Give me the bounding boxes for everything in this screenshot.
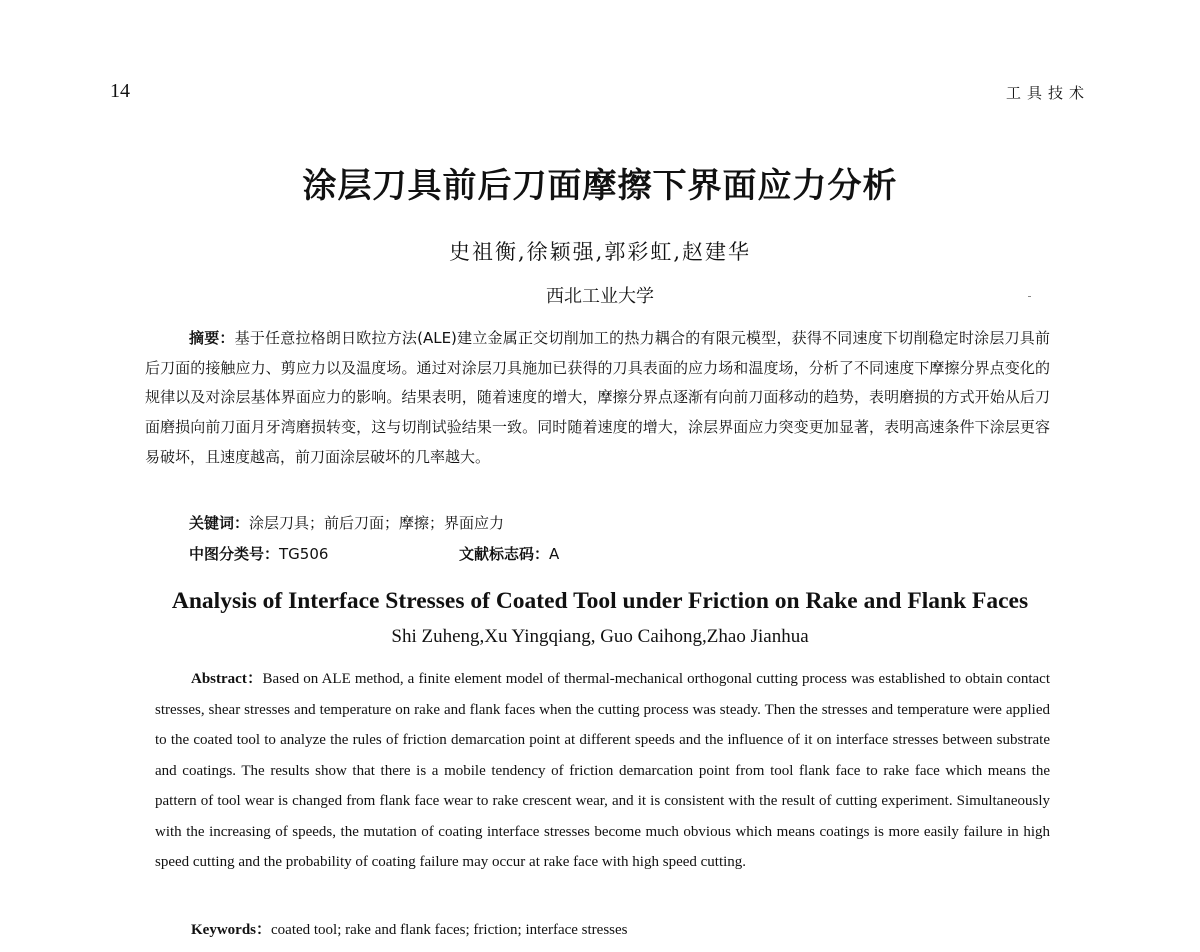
document-code <box>459 543 559 564</box>
clc-code <box>189 545 328 563</box>
keywords-cn-text: 涂层刀具；前后刀面；摩擦；界面应力 <box>249 514 505 532</box>
abstract-en-text: Based on ALE method, a finite element model of thermal-mechanical orthogonal cutting process was established to obtain contact stresses, shear stresses and temperature on rake and flank faces when the cutting process was steady. Then the stresses and temperature were applied to the coated tool to analyze the rules of friction demarcation point at different speeds and the influence of it on interface stresses between substrate and coatings. The results show that there is a mobile tendency of friction demarcation point from tool flank face to rake face which means the pattern of tool wear is changed from flank face wear to rake crescent wear, and it is consistent with the result of cutting experiment. Simultaneously with the increasing of speeds, the mutation of coating interface stresses become much obvious which means coatings is more easily failure in high speed cutting and the probability of coating failure may occur at rake face with high speed cutting. <box>155 671 1050 870</box>
journal-name: 工具技术 <box>1005 84 1090 102</box>
abstract-cn-label: 摘要： <box>189 329 235 347</box>
abstract-en-label: Abstract： <box>191 671 263 687</box>
document-code-label: 文献标志码： <box>459 545 550 563</box>
clc-value: TG506 <box>279 545 329 563</box>
keywords-en-label: Keywords： <box>191 922 271 938</box>
keywords-cn <box>189 512 504 533</box>
scan-dot <box>1028 296 1031 297</box>
clc-label: 中图分类号： <box>189 545 280 563</box>
keywords-en <box>191 918 628 939</box>
title-cn: 涂层刀具前后刀面摩擦下界面应力分析 <box>302 166 898 206</box>
keywords-en-text: coated tool; rake and flank faces; friction; interface stresses <box>271 922 628 938</box>
authors-en: Shi Zuheng,Xu Yingqiang, Guo Caihong,Zhao Jianhua <box>391 626 809 647</box>
abstract-cn <box>145 324 1050 473</box>
abstract-cn-text: 基于任意拉格朗日欧拉方法(ALE)建立金属正交切削加工的热力耦合的有限元模型，获得不同速度下切削稳定时涂层刀具前后刀面的接触应力、剪应力以及温度场。通过对涂层刀具施加已获得的刀具表面的应力场和温度场，分析了不同速度下摩擦分界点变化的规律以及对涂层基体界面应力的影响。结果表明，随着速度的增大，摩擦分界点逐渐有向前刀面移动的趋势，表明磨损的方式开始从后刀面磨损向前刀面月牙湾磨损转变，这与切削试验结果一致。同时随着速度的增大，涂层界面应力突变更加显著，表明高速条件下涂层更容易破坏，且速度越高，前刀面涂层破坏的几率越大。 <box>145 329 1050 466</box>
title-en: Analysis of Interface Stresses of Coated Tool under Friction on Rake and Flank Faces <box>171 588 1029 614</box>
affiliation-cn: 西北工业大学 <box>546 286 654 307</box>
classification-row <box>189 543 560 564</box>
page-number: 14 <box>110 80 130 102</box>
keywords-cn-label: 关键词： <box>189 514 250 532</box>
document-code-value: A <box>549 545 560 563</box>
authors-cn: 史祖衡,徐颖强,郭彩虹,赵建华 <box>448 240 752 264</box>
abstract-en <box>155 664 1050 878</box>
